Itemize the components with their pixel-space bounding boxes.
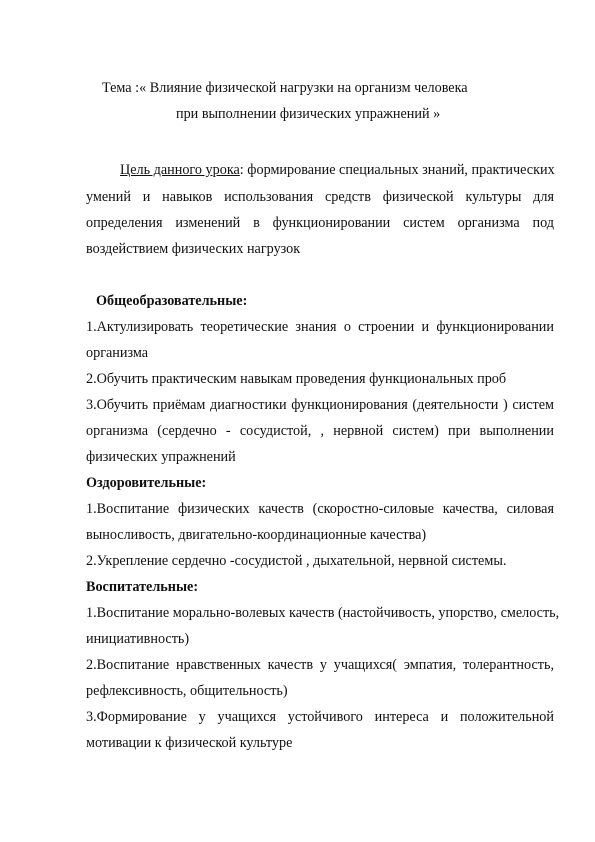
general-line-6: физических упражнений (86, 449, 236, 465)
goal-text: : формирование специальных знаний, практических (239, 162, 555, 178)
health-line-1: 1.Воспитание физических качеств (скоростно-силовые качества, силовая (86, 501, 554, 517)
upbringing-line-6: мотивации к физической культуре (86, 735, 293, 751)
goal-line-3: определения изменений в функционировании систем организма под (86, 215, 554, 231)
upbringing-line-5: 3.Формирование у учащихся устойчивого интереса и положительной (86, 709, 554, 725)
goal-line-4: воздействием физических нагрузок (86, 241, 301, 257)
topic-title-line-2: при выполнении физических упражнений » (176, 106, 441, 122)
general-line-5: организма (сердечно - сосудистой, , нервной систем) при выполнении (86, 423, 554, 439)
general-line-1: 1.Актулизировать теоретические знания о строении и функционировании (86, 319, 554, 335)
health-heading: Оздоровительные: (86, 475, 207, 491)
upbringing-line-2: инициативность) (86, 631, 190, 647)
health-line-3: 2.Укрепление сердечно -сосудистой , дыхательной, нервной системы. (86, 553, 507, 569)
topic-title-line-1: Тема :« Влияние физической нагрузки на организм человека (102, 80, 468, 96)
upbringing-line-1: 1.Воспитание морально-волевых качеств (настойчивость, упорство, смелость, (86, 605, 560, 621)
general-line-3: 2.Обучить практическим навыкам проведения функциональных проб (86, 371, 507, 387)
health-line-2: выносливость, двигательно-координационные качества) (86, 527, 427, 543)
upbringing-line-3: 2.Воспитание нравственных качеств у учащихся( эмпатия, толерантность, (86, 657, 554, 673)
goal-line-2: умений и навыков использования средств физической культуры для (86, 189, 554, 205)
general-line-2: организма (86, 345, 149, 361)
upbringing-line-4: рефлексивность, общительность) (86, 683, 288, 699)
general-line-4: 3.Обучить приёмам диагностики функционирования (деятельности ) систем (86, 397, 554, 413)
upbringing-heading: Воспитательные: (86, 579, 199, 595)
goal-line-1 (120, 162, 554, 179)
general-heading: Общеобразовательные: (96, 293, 248, 309)
goal-label: Цель данного урока (120, 162, 240, 178)
